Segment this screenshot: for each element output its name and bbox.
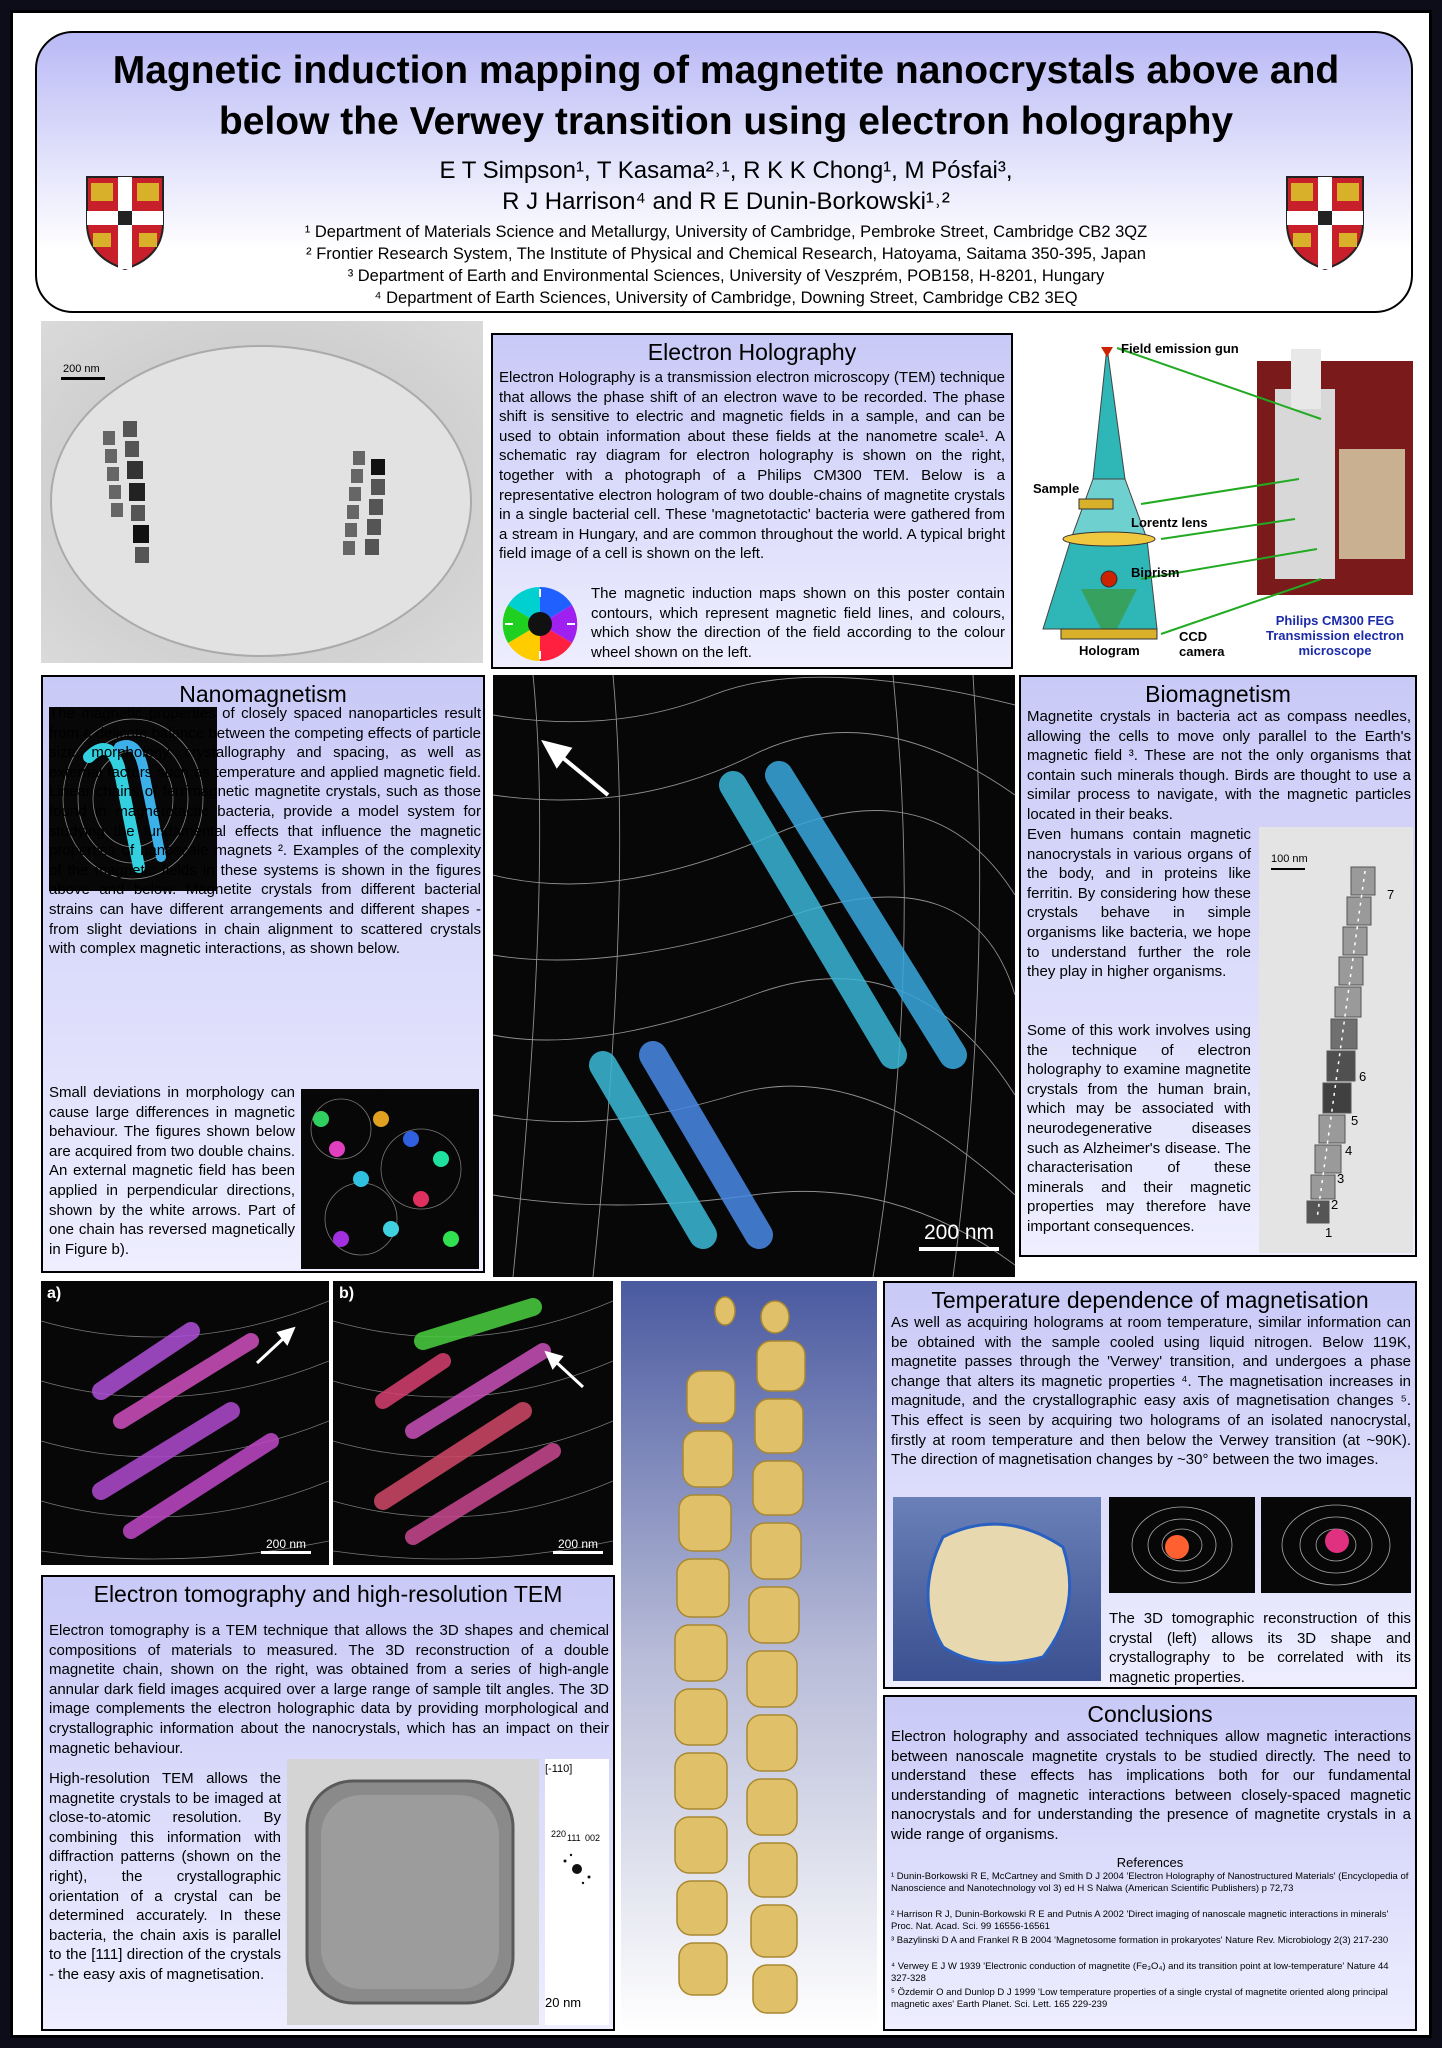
authors-line-2: R J Harrison⁴ and R E Dunin-Borkowski¹˒² xyxy=(502,188,950,215)
electron-holography-text: Electron Holography is a transmission electron microscopy (TEM) technique that allows the phase shift of an electron wave to be recorded. The phase shift is sensitive to electric and magnetic fields in a sample, and can be used to obtain information about these fields at the nanometre scale¹. A schematic ray diagram for electron holography is shown on the right, together with a photograph of a Philips CM300 TEM. Below is a representative electron hologram of two double-chains of magnetite crystals in a single bacterial cell. These 'magnetotactic' bacteria were gathered from a stream in Hungary, and are common throughout the world. A typical bright field image of a cell is shown on the left. xyxy=(499,369,1005,563)
nanomagnetism-heading: Nanomagnetism xyxy=(179,681,347,707)
figure-b-scale-label: 200 nm xyxy=(557,1537,599,1551)
central-induction-map xyxy=(493,675,1015,1277)
affiliation-4: ⁴ Department of Earth Sciences, University of Cambridge, Downing Street, Cambridge CB2 3EQ xyxy=(374,289,1078,307)
diffraction-pattern-image xyxy=(545,1759,609,2025)
nanomagnetism-text-2: Small deviations in morphology can cause large differences in magnetic behaviour. The figures shown below are acquired from two double chains. An external magnetic field has been applied in perpendicular directions, shown by the white arrows. Part of one chain has reversed magnetically in Figure b). xyxy=(49,1084,295,1258)
bacterium-bright-field-image xyxy=(41,321,483,663)
microscope-caption: Philips CM300 FEG Transmission electron microscope xyxy=(1266,613,1404,658)
figure-a-scale-label: 200 nm xyxy=(265,1537,307,1551)
university-crest-right xyxy=(1285,175,1365,271)
reference-5: ⁵ Özdemir O and Dunlop D J 1999 'Low temperature properties of a single crystal of magnetite oriented along principal magnetic axes' Earth Planet. Sci. Lett. 165 229-239 xyxy=(891,1987,1388,2010)
crystal-number-2: 2 xyxy=(1331,1197,1339,1212)
induction-map-graphic xyxy=(493,675,1015,1277)
nanomagnetism-panel xyxy=(41,675,485,1273)
label-hologram: Hologram xyxy=(1079,643,1140,658)
nanomagnetism-text-1: The magnetic properties of closely spaced nanoparticles result from a delicate balance between the competing effects of particle size, morphology, crystallography and spacing, as well as external factors such as temperature and applied magnetic field. Linear chains of ferrimagnetic magnetite crystals, such as those found in magnetotactic bacteria, provide a model system for studying the fundamental effects that influence the magnetic properties of nanoscale magnets ². Examples of the complexity of the magnetic fields in these systems is shown in the figures above and below. Magnetite crystals from different bacterial strains can have different arrangements and different shapes - from slight deviations in chain alignment to scattered crystals with complex magnetic interactions, as shown below. xyxy=(49,705,481,958)
diffraction-002-label: 002 xyxy=(585,1833,601,1843)
reference-3: ³ Bazylinski D A and Frankel R B 2004 'Magnetosome formation in prokaryotes' Nature Rev. Microbiology 2(3) 217-230 xyxy=(891,1935,1389,1946)
diffraction-zone-label: [-110] xyxy=(545,1763,573,1775)
cell-scale-bar xyxy=(61,377,105,380)
conclusions-heading: Conclusions xyxy=(1087,1701,1213,1727)
conclusions-panel xyxy=(883,1695,1417,2031)
crystal-number-4: 4 xyxy=(1345,1143,1353,1158)
biomagnetism-text-1: Magnetite crystals in bacteria act as compass needles, allowing the cells to move only parallel to the Earth's magnetic field ³. These are not the only organisms that contain such minerals though. Birds are thought to use a similar process to navigate, with the magnetic particles located in their beaks. xyxy=(1027,708,1411,823)
biomagnetism-heading: Biomagnetism xyxy=(1145,681,1291,707)
reference-4: ⁴ Verwey E J W 1939 'Electronic conduction of magnetite (Fe₃O₄) and its transition point at low-temperature' Nature 44 327-328 xyxy=(891,1961,1389,1984)
diffraction-111-label: 111 xyxy=(567,1833,581,1843)
induction-map-figure-b xyxy=(333,1281,613,1565)
tomography-heading: Electron tomography and high-resolution TEM xyxy=(93,1581,563,1607)
label-biprism: Biprism xyxy=(1131,565,1180,580)
tomography-text-1: Electron tomography is a TEM technique that allows the 3D shapes and chemical compositions of materials to measured. The 3D reconstruction of a double magnetite chain, shown on the right, was obtained from a series of high-angle annular dark field images acquired over a large range of sample tilt angles. The 3D image complements the electron holographic data by providing morphological and crystallographic information about the nanocrystals, which has an impact on their magnetic behaviour. xyxy=(49,1622,609,1757)
affiliation-1: ¹ Department of Materials Science and Metallurgy, University of Cambridge, Pembroke Street, Cambridge CB2 3QZ xyxy=(304,223,1148,241)
temperature-panel xyxy=(883,1281,1417,1689)
poster xyxy=(10,10,1432,2038)
hrtem-scale-label: 20 nm xyxy=(545,1995,582,2010)
crystal-number-6: 6 xyxy=(1359,1069,1367,1084)
figure-a-label: a) xyxy=(47,1285,62,1302)
reference-2: ² Harrison R J, Dunin-Borkowski R E and Putnis A 2002 'Direct imaging of nanoscale magnetic interactions in minerals' Proc. Nat. Acad. Sci. 99 16556-16561 xyxy=(891,1909,1389,1932)
tem-scale-label: 100 nm xyxy=(1271,853,1308,865)
room-temperature-hologram xyxy=(1109,1497,1255,1593)
colour-wheel-icon xyxy=(501,585,579,663)
temperature-text-1: As well as acquiring holograms at room temperature, similar information can be obtained with the sample cooled using liquid nitrogen. Below 119K, magnetite passes through the 'Verwey' transition, and undergoes a phase change that alters its magnetic properties ⁴. The magnetisation increases in magnitude, and the crystallographic easy axis of magnetisation changes ⁵. This effect is seen by acquiring two holograms of an isolated nanocrystal, firstly at room temperature and then below the Verwey transition (at ~90K). The direction of magnetisation changes by ~30° between the two images. xyxy=(891,1314,1411,1469)
crystal-number-3: 3 xyxy=(1337,1171,1345,1186)
label-lorentz-lens: Lorentz lens xyxy=(1131,515,1208,530)
low-temperature-hologram xyxy=(1261,1497,1411,1593)
university-crest-left xyxy=(85,175,165,271)
biomagnetism-text-3: Some of this work involves using the technique of electron holography to examine magnetite crystals from the human brain, which may be associated with neurodegenerative diseases such as Alzheimer's disease. The characterisation of these minerals and their magnetic properties may therefore have important consequences. xyxy=(1027,1022,1251,1235)
central-scale-label: 200 nm xyxy=(923,1221,995,1244)
affiliation-3: ³ Department of Earth and Environmental Sciences, University of Veszprém, POB158, H-8201, Hungary xyxy=(347,267,1105,285)
reference-1: ¹ Dunin-Borkowski R E, McCartney and Smith D J 2004 'Electron Holography of Nanostructured Materials' (Encyclopedia of Nanoscience and Nanotechnology vol 3) ed H S Nalwa (American Scientific Publishers) p 72,73 xyxy=(891,1871,1409,1894)
electron-holography-panel xyxy=(491,333,1013,669)
biomagnetism-text-2: Even humans contain magnetic nanocrystals in various organs of the body, and in proteins like ferritin. By considering how these crystals behave in simple organisms like bacteria, we hope to understand further the role they play in higher organisms. xyxy=(1027,826,1251,981)
electron-holography-heading: Electron Holography xyxy=(647,339,857,365)
biomagnetism-panel xyxy=(1019,675,1417,1257)
colour-wheel-text: The magnetic induction maps shown on this poster contain contours, which represent magnetic field lines, and colours, which show the direction of the field according to the colour wheel shown on the left. xyxy=(591,585,1005,661)
label-field-emission-gun: Field emission gun xyxy=(1121,341,1239,356)
scattered-crystals-figure xyxy=(301,1089,479,1269)
figure-b-label: b) xyxy=(339,1285,355,1302)
cell-chains-graphic xyxy=(41,321,483,663)
hrtem-crystal-image xyxy=(287,1759,539,2025)
figure-a-scale-bar xyxy=(261,1537,311,1554)
crystal-number-1: 1 xyxy=(1325,1225,1333,1240)
conclusions-text: Electron holography and associated techniques allow magnetic interactions between nanoscale magnetite crystals to be studied directly. The need to understand these effects has implications both for our fundamental understanding of magnetic interactions between closely-spaced magnetic nanocrystals and for understanding the presence of magnetite crystals in a wide range of organisms. xyxy=(891,1728,1411,1843)
crystal-chain-tem-image xyxy=(1259,827,1413,1253)
tomography-text-2: High-resolution TEM allows the magnetite crystals to be imaged at close-to-atomic resolution. By combining this information with diffraction patterns (shown on the right), the crystallographic orientation of a crystal can be determined accurately. In these bacteria, the chain axis is parallel to the [111] direction of the crystals - the easy axis of magnetisation. xyxy=(49,1770,281,1983)
affiliation-2: ² Frontier Research System, The Institute of Physical and Chemical Research, Hatoyama, Saitama 350-395, Japan xyxy=(306,245,1146,263)
label-ccd-camera: CCD camera xyxy=(1179,629,1225,659)
figure-b-scale-bar xyxy=(553,1537,603,1554)
holography-schematic-diagram xyxy=(1021,329,1421,671)
temperature-text-2: The 3D tomographic reconstruction of this crystal (left) allows its 3D shape and crystallography to be correlated with its magnetic properties. xyxy=(1109,1610,1411,1686)
poster-title: Magnetic induction mapping of magnetite nanocrystals above and below the Verwey transition using electron holography xyxy=(112,49,1340,143)
references-heading: References xyxy=(1116,1855,1184,1870)
authors-line-1: E T Simpson¹, T Kasama²˒¹, R K K Chong¹, M Pósfai³, xyxy=(439,157,1013,184)
tomographic-chain-reconstruction xyxy=(621,1281,877,2031)
crystal-number-7: 7 xyxy=(1387,887,1395,902)
label-sample: Sample xyxy=(1033,481,1080,496)
induction-map-figure-a xyxy=(41,1281,329,1565)
tomography-panel xyxy=(41,1575,615,2031)
diffraction-220-label: 220 xyxy=(551,1829,567,1839)
central-scale-bar xyxy=(919,1221,999,1251)
crystal-3d-reconstruction xyxy=(893,1497,1101,1681)
cell-scale-label: 200 nm xyxy=(63,363,100,375)
temperature-heading: Temperature dependence of magnetisation xyxy=(931,1287,1369,1313)
crystal-number-5: 5 xyxy=(1351,1113,1359,1128)
header-panel xyxy=(35,31,1413,313)
